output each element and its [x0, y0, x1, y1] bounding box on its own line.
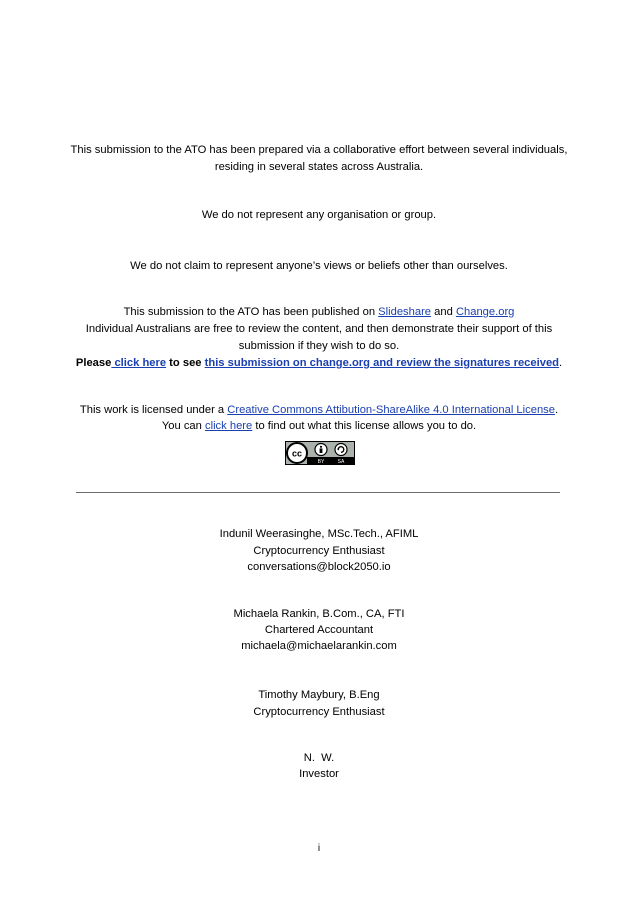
- publish-line-4: [0, 355, 638, 372]
- author-role: Chartered Accountant: [264, 624, 374, 636]
- page-number: i: [317, 843, 321, 854]
- statement-no-org: We do not represent any organisation or group.: [201, 209, 437, 221]
- slideshare-link[interactable]: Slideshare: [378, 306, 432, 318]
- horizontal-divider: [76, 492, 560, 493]
- publish-period: .: [559, 357, 563, 369]
- statement-no-claim: We do not claim to represent anyone’s views or beliefs other than ourselves.: [130, 260, 508, 272]
- publish-line-2: Individual Australians are free to review the content, and then demonstrate their support of this: [85, 323, 553, 335]
- license-link[interactable]: Creative Commons Attibution-ShareAlike 4.0 International License: [227, 404, 555, 416]
- please-text: Please: [75, 357, 112, 369]
- sa-share-icon: [335, 444, 347, 456]
- author-name: Michaela Rankin, B.Com., CA, FTI: [233, 608, 405, 620]
- click-here-link[interactable]: click here: [111, 357, 167, 369]
- author-name: Timothy Maybury, B.Eng: [258, 689, 380, 701]
- license-line-1: [0, 402, 638, 419]
- to-see-text: to see: [166, 357, 205, 369]
- changeorg-link[interactable]: Change.org: [455, 306, 515, 318]
- author-contact: conversations@block2050.io: [247, 561, 391, 573]
- publish-prefix: This submission to the ATO has been published on: [123, 306, 379, 318]
- badge-by-text: BY: [317, 459, 325, 465]
- publish-line-3: submission if they wish to do so.: [238, 340, 400, 352]
- cc-by-sa-badge-icon[interactable]: [285, 441, 355, 465]
- author-name: N. W.: [303, 752, 335, 764]
- license-period: .: [555, 404, 559, 416]
- license-prefix: This work is licensed under a: [79, 404, 228, 416]
- license-click-here-link[interactable]: click here: [204, 420, 253, 432]
- author-contact: michaela@michaelarankin.com: [241, 640, 397, 652]
- petition-link[interactable]: this submission on change.org and review the signatures received: [204, 357, 560, 369]
- author-name: Indunil Weerasinghe, MSc.Tech., AFIML: [219, 528, 419, 540]
- license-line-2: [0, 418, 638, 435]
- intro-line-1: This submission to the ATO has been prepared via a collaborative effort between several individuals,: [70, 144, 568, 156]
- publish-and: and: [431, 306, 456, 318]
- author-role: Cryptocurrency Enthusiast: [253, 545, 385, 557]
- author-role: Investor: [299, 768, 339, 780]
- badge-cc-text: cc: [291, 448, 303, 459]
- license-line2-prefix: You can: [161, 420, 205, 432]
- license-line2-suffix: to find out what this license allows you to do.: [252, 420, 477, 432]
- badge-sa-text: SA: [337, 459, 345, 465]
- author-role: Cryptocurrency Enthusiast: [253, 706, 385, 718]
- publish-line-1: [0, 304, 638, 321]
- intro-line-2: residing in several states across Australia.: [214, 161, 424, 173]
